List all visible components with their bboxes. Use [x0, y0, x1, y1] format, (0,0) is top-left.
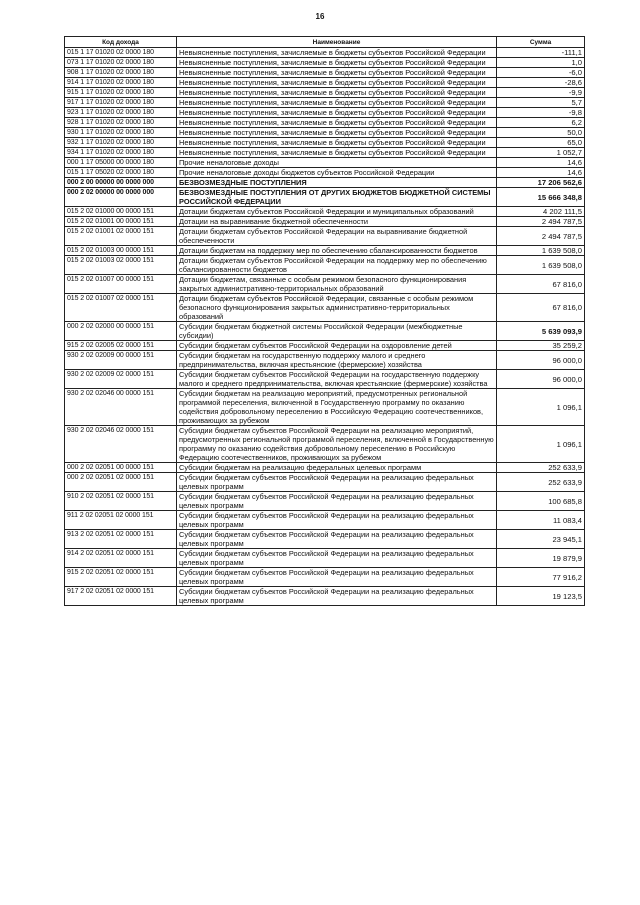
- table-header: [65, 37, 585, 48]
- item-name-cell: Прочие неналоговые доходы бюджетов субъектов Российской Федерации: [177, 168, 497, 178]
- income-code-cell: 911 2 02 02051 02 0000 151: [65, 511, 177, 530]
- item-name-cell: Субсидии бюджетам субъектов Российской Федерации на реализацию федеральных целевых программ: [177, 549, 497, 568]
- amount-cell: 100 685,8: [497, 492, 585, 511]
- income-code-cell: 015 1 17 01020 02 0000 180: [65, 48, 177, 58]
- table-row: [65, 351, 585, 370]
- table-row: [65, 128, 585, 138]
- income-code-cell: 000 2 00 00000 00 0000 000: [65, 178, 177, 188]
- item-name-cell: Субсидии бюджетам субъектов Российской Федерации на реализацию мероприятий, предусмотренных региональной программой переселения, включенной в Государственную программу по оказанию содействия добровольному переселению в Российскую Федерацию соотечественников, проживающих за рубежом: [177, 426, 497, 463]
- table-row: [65, 492, 585, 511]
- amount-cell: 19 879,9: [497, 549, 585, 568]
- income-code-cell: 913 2 02 02051 02 0000 151: [65, 530, 177, 549]
- item-name-cell: БЕЗВОЗМЕЗДНЫЕ ПОСТУПЛЕНИЯ: [177, 178, 497, 188]
- table-row: [65, 294, 585, 322]
- income-code-cell: 917 1 17 01020 02 0000 180: [65, 98, 177, 108]
- amount-cell: 77 916,2: [497, 568, 585, 587]
- amount-cell: 5 639 093,9: [497, 322, 585, 341]
- table-row: [65, 138, 585, 148]
- amount-cell: -9,9: [497, 88, 585, 98]
- item-name-cell: Субсидии бюджетам субъектов Российской Федерации на реализацию федеральных целевых программ: [177, 568, 497, 587]
- item-name-cell: Субсидии бюджетам на реализацию федеральных целевых программ: [177, 463, 497, 473]
- income-code-cell: 000 2 02 02051 02 0000 151: [65, 473, 177, 492]
- amount-cell: 2 494 787,5: [497, 227, 585, 246]
- item-name-cell: Субсидии бюджетам субъектов Российской Федерации на реализацию федеральных целевых программ: [177, 511, 497, 530]
- table-row: [65, 463, 585, 473]
- item-name-cell: Дотации бюджетам субъектов Российской Федерации на поддержку мер по обеспечению сбалансированности бюджетов: [177, 256, 497, 275]
- item-name-cell: Дотации на выравнивание бюджетной обеспеченности: [177, 217, 497, 227]
- income-code-cell: 914 2 02 02051 02 0000 151: [65, 549, 177, 568]
- amount-cell: 5,7: [497, 98, 585, 108]
- item-name-cell: Субсидии бюджетам бюджетной системы Российской Федерации (межбюджетные субсидии): [177, 322, 497, 341]
- amount-cell: 1 096,1: [497, 389, 585, 426]
- item-name-cell: Прочие неналоговые доходы: [177, 158, 497, 168]
- income-code-cell: 908 1 17 01020 02 0000 180: [65, 68, 177, 78]
- income-code-cell: 910 2 02 02051 02 0000 151: [65, 492, 177, 511]
- income-code-cell: 000 2 02 02000 00 0000 151: [65, 322, 177, 341]
- item-name-cell: Субсидии бюджетам субъектов Российской Федерации на оздоровление детей: [177, 341, 497, 351]
- amount-cell: 23 945,1: [497, 530, 585, 549]
- income-code-cell: 015 2 02 01007 00 0000 151: [65, 275, 177, 294]
- table-row: [65, 148, 585, 158]
- income-code-cell: 932 1 17 01020 02 0000 180: [65, 138, 177, 148]
- item-name-cell: Дотации бюджетам субъектов Российской Федерации и муниципальных образований: [177, 207, 497, 217]
- item-name-cell: Невыясненные поступления, зачисляемые в бюджеты субъектов Российской Федерации: [177, 68, 497, 78]
- income-code-cell: 930 2 02 02009 00 0000 151: [65, 351, 177, 370]
- table-row: [65, 68, 585, 78]
- amount-cell: 19 123,5: [497, 587, 585, 606]
- item-name-cell: Невыясненные поступления, зачисляемые в бюджеты субъектов Российской Федерации: [177, 88, 497, 98]
- income-code-cell: 015 2 02 01000 00 0000 151: [65, 207, 177, 217]
- income-code-cell: 930 2 02 02046 02 0000 151: [65, 426, 177, 463]
- table-body: [65, 48, 585, 606]
- amount-cell: -111,1: [497, 48, 585, 58]
- table-row: [65, 246, 585, 256]
- income-code-cell: 917 2 02 02051 02 0000 151: [65, 587, 177, 606]
- table-row: [65, 322, 585, 341]
- table-row: [65, 256, 585, 275]
- item-name-cell: Субсидии бюджетам субъектов Российской Федерации на реализацию федеральных целевых программ: [177, 530, 497, 549]
- item-name-cell: Дотации бюджетам субъектов Российской Федерации на выравнивание бюджетной обеспеченности: [177, 227, 497, 246]
- amount-cell: 11 083,4: [497, 511, 585, 530]
- header-code: Код дохода: [65, 37, 177, 48]
- item-name-cell: Невыясненные поступления, зачисляемые в бюджеты субъектов Российской Федерации: [177, 118, 497, 128]
- income-code-cell: 915 2 02 02051 02 0000 151: [65, 568, 177, 587]
- table-row: [65, 227, 585, 246]
- item-name-cell: Невыясненные поступления, зачисляемые в бюджеты субъектов Российской Федерации: [177, 128, 497, 138]
- amount-cell: 15 666 348,8: [497, 188, 585, 207]
- amount-cell: 1 639 508,0: [497, 246, 585, 256]
- amount-cell: 67 816,0: [497, 275, 585, 294]
- income-code-cell: 934 1 17 01020 02 0000 180: [65, 148, 177, 158]
- item-name-cell: Невыясненные поступления, зачисляемые в бюджеты субъектов Российской Федерации: [177, 98, 497, 108]
- item-name-cell: Дотации бюджетам субъектов Российской Федерации, связанные с особым режимом безопасного функционирования закрытых административно-территориальных образований: [177, 294, 497, 322]
- amount-cell: 1,0: [497, 58, 585, 68]
- table-row: [65, 98, 585, 108]
- income-code-cell: 015 2 02 01003 02 0000 151: [65, 256, 177, 275]
- amount-cell: 252 633,9: [497, 463, 585, 473]
- header-name: Наименование: [177, 37, 497, 48]
- income-code-cell: 915 1 17 01020 02 0000 180: [65, 88, 177, 98]
- amount-cell: 50,0: [497, 128, 585, 138]
- income-code-cell: 000 2 02 00000 00 0000 000: [65, 188, 177, 207]
- item-name-cell: Субсидии бюджетам на государственную поддержку малого и среднего предпринимательства, включая крестьянские (фермерские) хозяйства: [177, 351, 497, 370]
- table-row: [65, 78, 585, 88]
- amount-cell: 1 052,7: [497, 148, 585, 158]
- page-number: 16: [315, 12, 325, 21]
- amount-cell: 96 000,0: [497, 351, 585, 370]
- table-row: [65, 188, 585, 207]
- income-code-cell: 923 1 17 01020 02 0000 180: [65, 108, 177, 118]
- table-row: [65, 217, 585, 227]
- table-row: [65, 207, 585, 217]
- table-row: [65, 341, 585, 351]
- amount-cell: 96 000,0: [497, 370, 585, 389]
- income-code-cell: 000 1 17 05000 00 0000 180: [65, 158, 177, 168]
- income-code-cell: 015 2 02 01003 00 0000 151: [65, 246, 177, 256]
- income-code-cell: 015 1 17 05020 02 0000 180: [65, 168, 177, 178]
- table-row: [65, 530, 585, 549]
- item-name-cell: Невыясненные поступления, зачисляемые в бюджеты субъектов Российской Федерации: [177, 48, 497, 58]
- table-row: [65, 48, 585, 58]
- table-row: [65, 158, 585, 168]
- item-name-cell: БЕЗВОЗМЕЗДНЫЕ ПОСТУПЛЕНИЯ ОТ ДРУГИХ БЮДЖЕТОВ БЮДЖЕТНОЙ СИСТЕМЫ РОССИЙСКОЙ ФЕДЕРАЦИИ: [177, 188, 497, 207]
- item-name-cell: Субсидии бюджетам на реализацию мероприятий, предусмотренных региональной программой переселения, включенной в Государственную программу по оказанию содействия добровольному переселению в Российскую Федерацию соотечественников, проживающих за рубежом: [177, 389, 497, 426]
- amount-cell: 6,2: [497, 118, 585, 128]
- amount-cell: 1 096,1: [497, 426, 585, 463]
- item-name-cell: Невыясненные поступления, зачисляемые в бюджеты субъектов Российской Федерации: [177, 78, 497, 88]
- table-row: [65, 275, 585, 294]
- header-row: [65, 37, 585, 48]
- table-row: [65, 108, 585, 118]
- item-name-cell: Дотации бюджетам на поддержку мер по обеспечению сбалансированности бюджетов: [177, 246, 497, 256]
- table-row: [65, 511, 585, 530]
- amount-cell: -28,6: [497, 78, 585, 88]
- table-row: [65, 587, 585, 606]
- table-row: [65, 426, 585, 463]
- income-code-cell: 930 2 02 02009 02 0000 151: [65, 370, 177, 389]
- amount-cell: 252 633,9: [497, 473, 585, 492]
- income-code-cell: 015 2 02 01001 00 0000 151: [65, 217, 177, 227]
- amount-cell: 1 639 508,0: [497, 256, 585, 275]
- income-code-cell: 015 2 02 01001 02 0000 151: [65, 227, 177, 246]
- table-row: [65, 178, 585, 188]
- item-name-cell: Субсидии бюджетам субъектов Российской Федерации на реализацию федеральных целевых программ: [177, 587, 497, 606]
- income-code-cell: 073 1 17 01020 02 0000 180: [65, 58, 177, 68]
- amount-cell: 14,6: [497, 158, 585, 168]
- item-name-cell: Невыясненные поступления, зачисляемые в бюджеты субъектов Российской Федерации: [177, 58, 497, 68]
- table-row: [65, 58, 585, 68]
- item-name-cell: Дотации бюджетам, связанные с особым режимом безопасного функционирования закрытых административно-территориальных образований: [177, 275, 497, 294]
- item-name-cell: Невыясненные поступления, зачисляемые в бюджеты субъектов Российской Федерации: [177, 108, 497, 118]
- income-code-cell: 930 1 17 01020 02 0000 180: [65, 128, 177, 138]
- amount-cell: 17 206 562,6: [497, 178, 585, 188]
- table-row: [65, 118, 585, 128]
- amount-cell: 35 259,2: [497, 341, 585, 351]
- item-name-cell: Невыясненные поступления, зачисляемые в бюджеты субъектов Российской Федерации: [177, 138, 497, 148]
- amount-cell: -9,8: [497, 108, 585, 118]
- amount-cell: -6,0: [497, 68, 585, 78]
- amount-cell: 67 816,0: [497, 294, 585, 322]
- income-code-cell: 015 2 02 01007 02 0000 151: [65, 294, 177, 322]
- table-row: [65, 88, 585, 98]
- amount-cell: 2 494 787,5: [497, 217, 585, 227]
- item-name-cell: Субсидии бюджетам субъектов Российской Федерации на государственную поддержку малого и среднего предпринимательства, включая крестьянские (фермерские) хозяйства: [177, 370, 497, 389]
- item-name-cell: Субсидии бюджетам субъектов Российской Федерации на реализацию федеральных целевых программ: [177, 492, 497, 511]
- table-row: [65, 389, 585, 426]
- income-code-cell: 914 1 17 01020 02 0000 180: [65, 78, 177, 88]
- table-row: [65, 370, 585, 389]
- income-code-cell: 928 1 17 01020 02 0000 180: [65, 118, 177, 128]
- table-row: [65, 168, 585, 178]
- income-code-cell: 930 2 02 02046 00 0000 151: [65, 389, 177, 426]
- amount-cell: 4 202 111,5: [497, 207, 585, 217]
- table-row: [65, 473, 585, 492]
- income-code-cell: 000 2 02 02051 00 0000 151: [65, 463, 177, 473]
- table-row: [65, 568, 585, 587]
- header-amount: Сумма: [497, 37, 585, 48]
- amount-cell: 65,0: [497, 138, 585, 148]
- table-row: [65, 549, 585, 568]
- item-name-cell: Субсидии бюджетам субъектов Российской Федерации на реализацию федеральных целевых программ: [177, 473, 497, 492]
- income-code-cell: 915 2 02 02005 02 0000 151: [65, 341, 177, 351]
- item-name-cell: Невыясненные поступления, зачисляемые в бюджеты субъектов Российской Федерации: [177, 148, 497, 158]
- amount-cell: 14,6: [497, 168, 585, 178]
- budget-revenue-table: [64, 36, 585, 606]
